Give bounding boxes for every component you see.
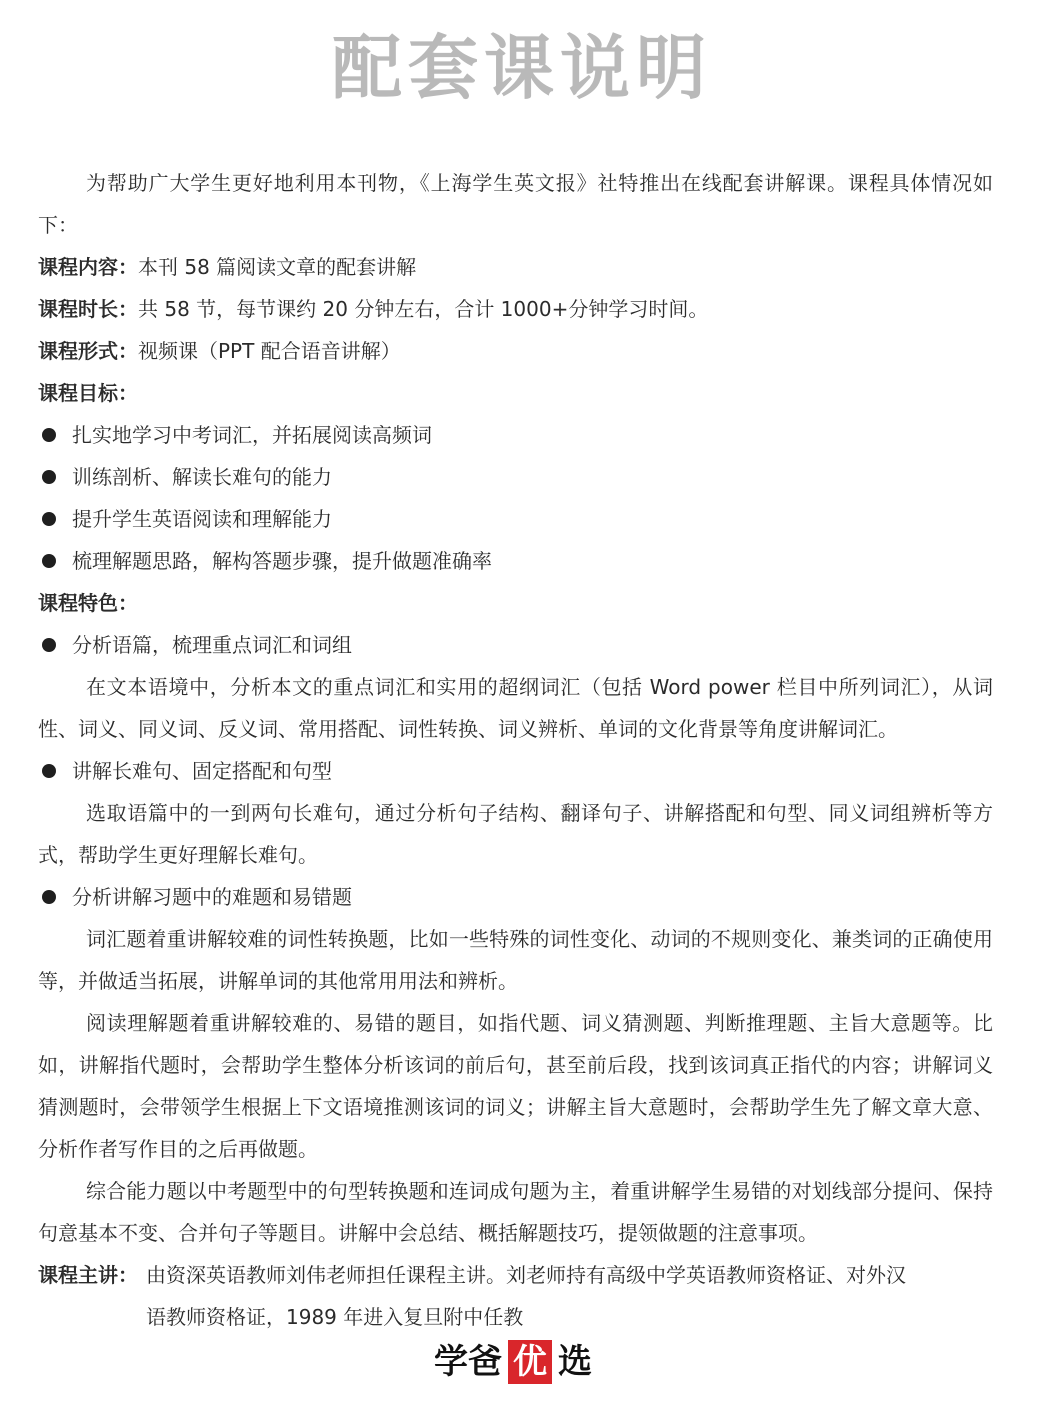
feature-paragraph: 词汇题着重讲解较难的词性转换题，比如一些特殊的词性变化、动词的不规则变化、兼类词的正确使用等，并做适当拓展，讲解单词的其他常用用法和辨析。 — [38, 927, 993, 993]
feature-paragraph: 阅读理解题着重讲解较难的、易错的题目，如指代题、词义猜测题、判断推理题、主旨大意题等。比如，讲解指代题时，会帮助学生整体分析该词的前后句，甚至前后段，找到该词真正指代的内容；讲解词义猜测题时，会带领学生根据上下文语境推测该词的词义；讲解主旨大意题时，会帮助学生先了解文章大意、分析作者写作目的之后再做题。 — [38, 1011, 993, 1161]
course-duration-text: 共 58 节，每节课约 20 分钟左右，合计 1000+分钟学习时间。 — [138, 297, 709, 321]
course-teacher-line: 由资深英语教师刘伟老师担任课程主讲。刘老师持有高级中学英语教师资格证、对外汉 — [146, 1263, 906, 1287]
course-teacher-line: 语教师资格证，1989 年进入复旦附中任教 — [146, 1305, 524, 1329]
bullet-icon — [42, 512, 56, 526]
intro-paragraph: 为帮助广大学生更好地利用本刊物，《上海学生英文报》社特推出在线配套讲解课。课程具体情况如下： — [38, 171, 993, 237]
bullet-icon — [42, 764, 56, 778]
course-duration-label: 课程时长： — [38, 297, 138, 321]
course-content-line — [38, 246, 993, 288]
course-teacher-text — [146, 1254, 993, 1338]
feature-item — [38, 876, 993, 918]
course-format-text: 视频课（PPT 配合语音讲解） — [138, 339, 401, 363]
goal-item — [38, 456, 993, 498]
bullet-icon — [42, 638, 56, 652]
goal-text: 训练剖析、解读长难句的能力 — [72, 465, 332, 489]
course-format-label: 课程形式： — [38, 339, 138, 363]
bullet-icon — [42, 428, 56, 442]
feature-item — [38, 624, 993, 666]
course-content-label: 课程内容： — [38, 255, 138, 279]
bullet-icon — [42, 470, 56, 484]
course-teacher — [38, 1254, 993, 1338]
course-content-text: 本刊 58 篇阅读文章的配套讲解 — [138, 255, 417, 279]
page-title: 配套课说明 — [332, 26, 712, 109]
feature-title: 分析讲解习题中的难题和易错题 — [72, 885, 352, 909]
goal-text: 提升学生英语阅读和理解能力 — [72, 507, 332, 531]
feature-paragraph: 选取语篇中的一到两句长难句，通过分析句子结构、翻译句子、讲解搭配和句型、同义词组辨析等方式，帮助学生更好理解长难句。 — [38, 801, 993, 867]
watermark-badge: 优 — [508, 1340, 552, 1384]
feature-paragraph: 综合能力题以中考题型中的句型转换题和连词成句题为主，着重讲解学生易错的对划线部分提问、保持句意基本不变、合并句子等题目。讲解中会总结、概括解题技巧，提领做题的注意事项。 — [38, 1179, 993, 1245]
goal-item — [38, 540, 993, 582]
watermark-text: 学爸 — [434, 1342, 502, 1382]
goal-text: 梳理解题思路，解构答题步骤，提升做题准确率 — [72, 549, 492, 573]
course-format-line — [38, 330, 993, 372]
feature-item — [38, 750, 993, 792]
feature-title: 讲解长难句、固定搭配和句型 — [72, 759, 332, 783]
watermark-logo — [434, 1340, 592, 1384]
course-goals-label: 课程目标： — [38, 381, 138, 405]
feature-paragraph: 在文本语境中，分析本文的重点词汇和实用的超纲词汇（包括 Word power 栏目中所列词汇），从词性、词义、同义词、反义词、常用搭配、词性转换、词义辨析、单词的文化背景等角度讲解词汇。 — [38, 675, 993, 741]
course-duration-line — [38, 288, 993, 330]
watermark-text: 选 — [558, 1342, 592, 1382]
goal-item — [38, 414, 993, 456]
document-body — [38, 162, 993, 1338]
bullet-icon — [42, 890, 56, 904]
goal-item — [38, 498, 993, 540]
course-features-label: 课程特色： — [38, 591, 138, 615]
course-teacher-label: 课程主讲： — [38, 1263, 138, 1287]
feature-title: 分析语篇，梳理重点词汇和词组 — [72, 633, 352, 657]
bullet-icon — [42, 554, 56, 568]
goal-text: 扎实地学习中考词汇，并拓展阅读高频词 — [72, 423, 432, 447]
